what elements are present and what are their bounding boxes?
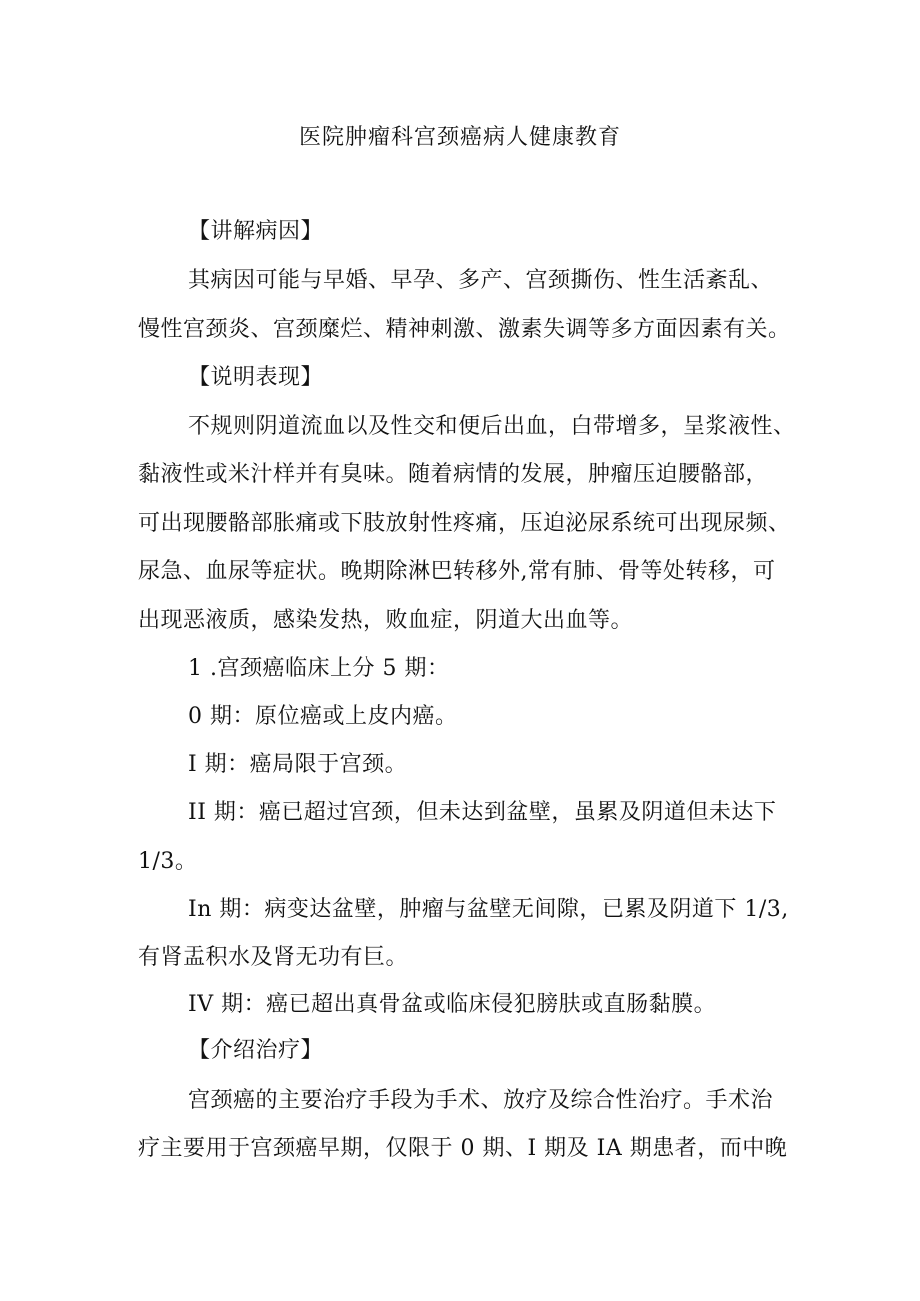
stage-list-intro: 1 .宫颈癌临床上分 5 期： — [188, 656, 450, 681]
paragraph-line: 出现恶液质，感染发热，败血症，阴道大出血等。 — [138, 608, 634, 633]
stage-item-2-cont: 1/3。 — [138, 849, 198, 874]
section-heading-treatment: 【介绍治疗】 — [188, 1038, 324, 1063]
section-heading-cause: 【讲解病因】 — [188, 219, 324, 244]
paragraph-line: 疗主要用于宫颈癌早期，仅限于 0 期、I 期及 IA 期患者，而中晚 — [138, 1136, 788, 1161]
paragraph-line: 可出现腰骼部胀痛或下肢放射性疼痛，压迫泌尿系统可出现尿频、 — [138, 511, 791, 536]
paragraph-line: 尿急、血尿等症状。晚期除淋巴转移外,常有肺、骨等处转移，可 — [138, 559, 776, 584]
stage-item-4: IV 期：癌已超出真骨盆或临床侵犯膀肤或直肠黏膜。 — [188, 992, 717, 1017]
paragraph-line: 慢性宫颈炎、宫颈糜烂、精神刺激、激素失调等多方面因素有关。 — [138, 317, 791, 342]
stage-item-0: 0 期：原位癌或上皮内癌。 — [188, 704, 458, 729]
stage-item-3: In 期：病变达盆壁，肿瘤与盆壁无间隙，已累及阴道下 1/3, — [188, 897, 789, 922]
stage-item-3-cont: 有肾盂积水及肾无功有巨。 — [138, 945, 409, 970]
paragraph-line: 宫颈癌的主要治疗手段为手术、放疗及综合性治疗。手术治 — [188, 1088, 774, 1113]
stage-item-1: I 期：癌局限于宫颈。 — [188, 752, 408, 777]
paragraph-line: 不规则阴道流血以及性交和便后出血，白带增多，呈浆液性、 — [188, 414, 796, 439]
page-title: 医院肿瘤科宫颈癌病人健康教育 — [298, 125, 621, 150]
stage-item-2: II 期：癌已超过宫颈，但未达到盆壁，虽累及阴道但未达下 — [188, 800, 777, 825]
paragraph-line: 黏液性或米汁样并有臭味。随着病情的发展，肿瘤压迫腰骼部， — [138, 462, 769, 487]
section-heading-symptoms: 【说明表现】 — [188, 365, 324, 390]
paragraph-line: 其病因可能与早婚、早孕、多产、宫颈撕伤、性生活紊乱、 — [188, 268, 774, 293]
